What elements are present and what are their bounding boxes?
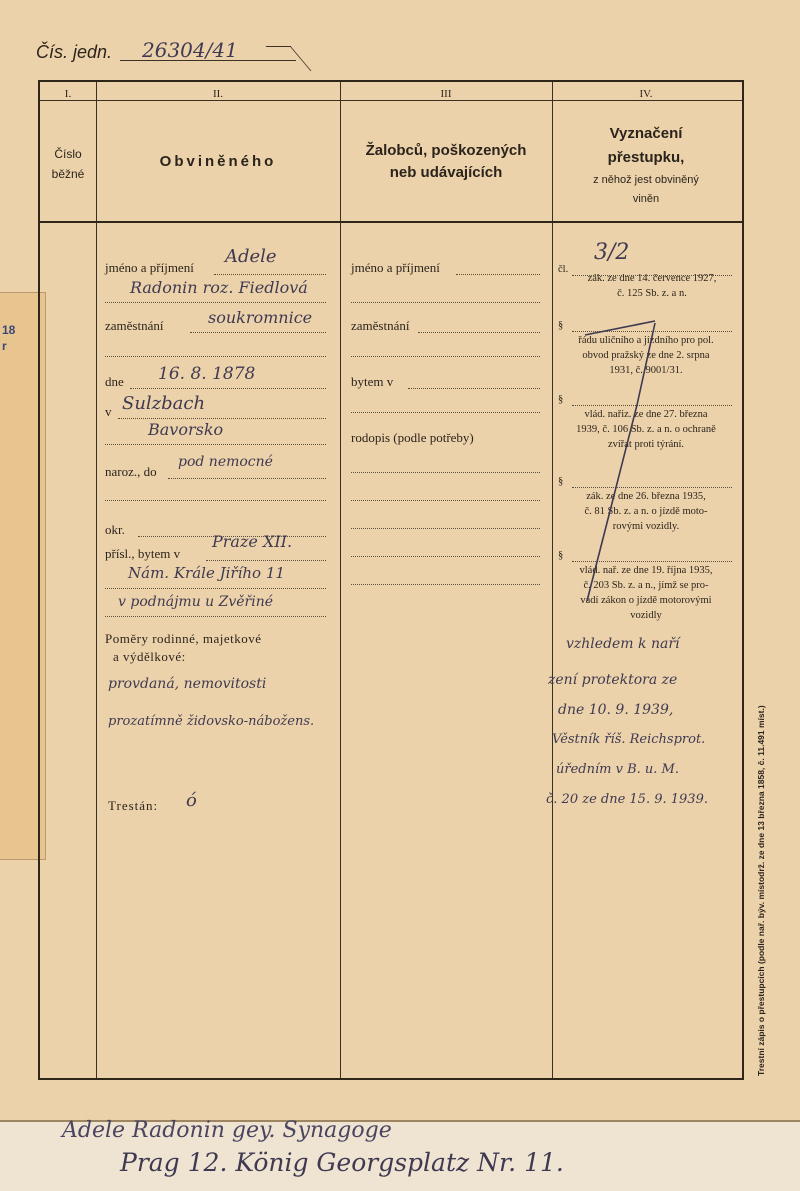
- plaintiff-residence-label: bytem v: [351, 374, 394, 389]
- accused-occupation-value: soukromnice: [208, 308, 313, 327]
- col-heading-4-line1: Vyznačení: [609, 125, 683, 142]
- offense-sec1-line1: zák. ze dne 14. července 1927,: [587, 273, 717, 284]
- offense-note-line2: zení protektora ze: [548, 672, 678, 688]
- offense-sec3-line2: 1939, č. 106 Sb. z. a n. o ochraně: [576, 424, 716, 435]
- offense-sec3-line3: zvířat proti týrání.: [607, 439, 685, 450]
- accused-place-label: v: [105, 404, 112, 419]
- offense-sec5-line4: vozidly: [630, 610, 662, 621]
- bottom-strip: [0, 1120, 800, 1191]
- offense-sec5-line2: č. 203 Sb. z. a n., jímž se pro-: [583, 580, 709, 591]
- plaintiff-name2-dots: [351, 302, 540, 303]
- accused-name2-dots: [105, 302, 326, 303]
- accused-name-label: jméno a příjmení: [105, 260, 194, 275]
- col-divider-2: [340, 82, 341, 1078]
- bottom-strip-line2: Prag 12. König Georgsplatz Nr. 11.: [120, 1148, 564, 1177]
- col-heading-4-line2: přestupku,: [607, 149, 685, 166]
- col-heading-3: [340, 140, 552, 184]
- accused-address-line1: Nám. Krále Jiřího 11: [128, 564, 285, 582]
- plaintiff-residence2-dots: [351, 412, 540, 413]
- tab-mark-2: r: [2, 339, 7, 353]
- plaintiff-blank-dots: [351, 356, 540, 357]
- offense-sec2-line2: obvod pražský ze dne 2. srpna: [582, 350, 710, 361]
- offense-strike-line: [575, 315, 665, 605]
- plaintiff-dots-c: [351, 528, 540, 529]
- offense-sec2-prefix: §: [558, 320, 564, 331]
- col-subheading-4-line2: viněn: [632, 193, 660, 205]
- offense-sec4-line2: č. 81 Sb. z. a n. o jízdě moto-: [584, 506, 708, 517]
- col-divider-1: [96, 82, 97, 1078]
- plaintiff-name-dots: [456, 274, 540, 275]
- offense-sec5-prefix: §: [558, 550, 564, 561]
- offense-sec4-line1: zák. ze dne 26. března 1935,: [586, 491, 706, 502]
- col-roman-1: I.: [64, 88, 72, 100]
- col-heading-3-line2: neb udávajících: [389, 164, 503, 181]
- col-heading-4: [552, 122, 740, 208]
- bottom-strip-line1: Adele Radonin gey. Synagoge: [62, 1118, 392, 1143]
- plaintiff-residence-dots: [408, 388, 540, 389]
- reference-number: 26304/41: [142, 38, 238, 62]
- accused-born-label: dne: [105, 374, 124, 389]
- accused-prisl-value: Praze XII.: [212, 532, 293, 551]
- offense-sec1-text: [570, 271, 734, 301]
- col-heading-1-line1: Číslo: [54, 147, 82, 161]
- col-heading-2: Obviněného: [159, 153, 277, 170]
- plaintiff-name-label: jméno a příjmení: [351, 260, 440, 275]
- accused-prisl-dots: [206, 560, 326, 561]
- accused-place-value: Sulzbach: [122, 393, 206, 414]
- offense-sec1-value: 3/2: [594, 240, 630, 265]
- offense-sec3-line1: vlád. nařiz. ze dne 27. března: [584, 409, 708, 420]
- offense-sec4-line3: rovými vozidly.: [612, 521, 680, 532]
- offense-sec1-line2: č. 125 Sb. z. a n.: [617, 288, 687, 299]
- accused-trestan-label: Trestán:: [108, 798, 159, 813]
- tab-mark-1: 18: [2, 323, 16, 337]
- accused-occupation-dots: [190, 332, 326, 333]
- offense-sec1-prefix: čl.: [558, 264, 569, 275]
- plaintiff-dots-a: [351, 472, 540, 473]
- offense-sec4-prefix: §: [558, 476, 564, 487]
- col-roman-3: III: [440, 88, 452, 100]
- col-heading-3-line1: Žalobců, poškozených: [365, 142, 527, 159]
- accused-naroz-value: pod nemocné: [178, 454, 273, 470]
- accused-family-line2: prozatímně židovsko-nábožens.: [108, 714, 315, 729]
- roman-row-line: [40, 100, 742, 101]
- accused-prisl-label: přísl., bytem v: [105, 546, 181, 561]
- plaintiff-rodopis-label: rodopis (podle potřeby): [351, 430, 474, 445]
- accused-name-line2: Radonin roz. Fiedlová: [130, 278, 308, 297]
- offense-note-line4: Věstník říš. Reichsprot.: [552, 732, 706, 747]
- offense-sec3-prefix: §: [558, 394, 564, 405]
- reference-label: Čís. jedn.: [36, 42, 113, 62]
- accused-blank-dots: [105, 356, 326, 357]
- accused-place-dots: [118, 418, 326, 419]
- accused-naroz-dots: [168, 478, 326, 479]
- side-print-text: Trestní zápis o přestupcích (podle nař. býv. místodrž. ze dne 13 března 1858, č. 11.491 míst.): [756, 705, 766, 1076]
- accused-occupation-label: zaměstnání: [105, 318, 164, 333]
- accused-place2-dots: [105, 444, 326, 445]
- accused-place-line2: Bavorsko: [148, 420, 224, 439]
- accused-address2-dots: [105, 616, 326, 617]
- accused-family-label-line1: Poměry rodinné, majetkové: [105, 631, 262, 646]
- offense-sec2-line3: 1931, č. 9001/31.: [609, 365, 683, 376]
- offense-note-line3: dne 10. 9. 1939,: [558, 702, 674, 718]
- accused-family-line1: provdaná, nemovitosti: [108, 676, 267, 692]
- col-roman-4: IV.: [639, 88, 653, 100]
- accused-okr-label: okr.: [105, 522, 125, 537]
- accused-address1-dots: [105, 588, 326, 589]
- accused-name-value: Adele: [225, 246, 277, 267]
- col-roman-2: II.: [212, 88, 224, 100]
- accused-family-label: [105, 630, 262, 666]
- offense-sec5-line1: vlád. nař. ze dne 19. října 1935,: [579, 565, 713, 576]
- col-heading-1-line2: běžné: [51, 167, 85, 181]
- offense-note-line5: úředním v B. u. M.: [556, 762, 679, 777]
- plaintiff-dots-d: [351, 556, 540, 557]
- accused-address-line2: v podnájmu u Zvěřiné: [118, 594, 274, 610]
- plaintiff-occupation-dots: [418, 332, 540, 333]
- accused-naroz-label: naroz., do: [105, 464, 157, 479]
- offense-sec2-line1: řádu uličního a jízdního pro pol.: [578, 335, 714, 346]
- header-bottom-line: [40, 221, 742, 223]
- offense-note-line1: vzhledem k naří: [566, 636, 680, 652]
- accused-born-dots: [130, 388, 326, 389]
- col-subheading-4-line1: z něhož jest obviněný: [593, 174, 699, 186]
- accused-trestan-value: ó: [186, 790, 197, 811]
- offense-sec5-line3: vádí zákon o jízdě motorovými: [580, 595, 712, 606]
- col-divider-3: [552, 82, 553, 1078]
- accused-name-dots: [214, 274, 326, 275]
- plaintiff-dots-e: [351, 584, 540, 585]
- plaintiff-dots-b: [351, 500, 540, 501]
- offense-note-line6: č. 20 ze dne 15. 9. 1939.: [546, 792, 708, 807]
- accused-family-label-line2: a výdělkové:: [113, 649, 186, 664]
- plaintiff-occupation-label: zaměstnání: [351, 318, 410, 333]
- accused-naroz2-dots: [105, 500, 326, 501]
- accused-born-value: 16. 8. 1878: [158, 364, 256, 384]
- col-heading-1: [40, 144, 96, 184]
